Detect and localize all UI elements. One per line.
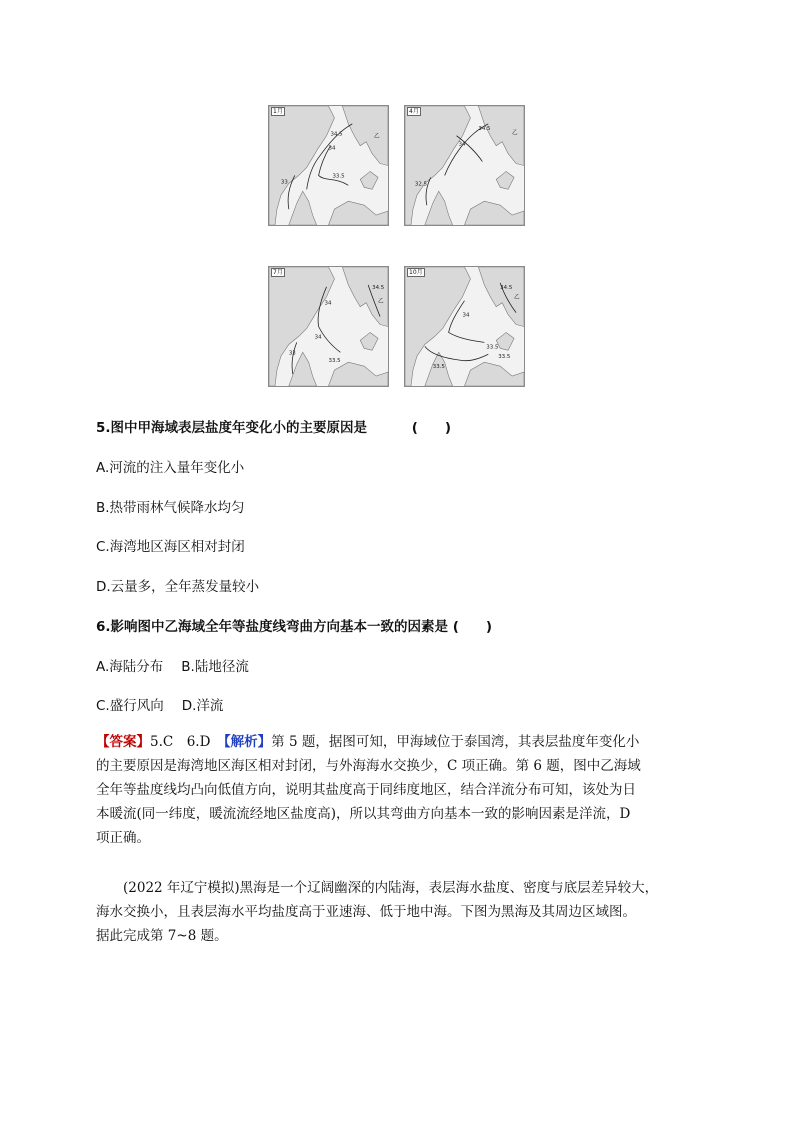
intro-line: 海水交换小，且表层海水平均盐度高于亚速海、低于地中海。下图为黑海及其周边区域图。 [96, 904, 636, 920]
iso-label: 34.5 [330, 131, 343, 138]
question-5-option-a: A.河流的注入量年变化小 [96, 460, 245, 476]
iso-label: 33.5 [328, 358, 341, 365]
map-jul-drawing [269, 267, 388, 386]
question-6-option-a: A.海陆分布 [96, 659, 164, 675]
iso-label: 34.5 [372, 284, 385, 291]
questions-7-8-intro [96, 876, 696, 948]
iso-label: 33.5 [432, 364, 445, 371]
question-6-options-row-2 [96, 694, 223, 714]
explanation-line: 全年等盐度线均凸向低值方向，说明其盐度高于同纬度地区，结合洋流分布可知，该处为日 [96, 782, 636, 798]
iso-label: 33 [280, 179, 288, 186]
question-5-answer-blank: ( ) [411, 420, 452, 436]
explanation-tag: 【解析】 [223, 734, 272, 750]
question-6-option-b: B.陆地径流 [181, 659, 249, 675]
region-label-yi: 乙 [514, 294, 520, 301]
iso-label: 34.5 [478, 125, 491, 132]
iso-label: 34 [314, 334, 322, 341]
answer-value: 5.C 6.D [150, 734, 224, 750]
iso-label: 34 [462, 312, 470, 319]
map-month-label: 7月 [273, 269, 283, 276]
answer-line-1 [96, 730, 696, 754]
question-5-option-d: D.云量多，全年蒸发量较小 [96, 579, 260, 595]
map-month-label: 1月 [273, 108, 283, 115]
question-6-option-d: D.洋流 [181, 698, 224, 714]
map-jan-drawing [269, 106, 388, 225]
salinity-map-jan [268, 105, 389, 226]
map-oct-drawing [405, 267, 524, 386]
explanation-text: 第 5 题，据图可知，甲海域位于泰国湾，其表层盐度年变化小 [271, 734, 640, 750]
salinity-map-oct [404, 266, 525, 387]
question-6-stem: 6.影响图中乙海域全年等盐度线弯曲方向基本一致的因素是 ( ) [96, 619, 493, 635]
map-month-label: 10月 [409, 269, 423, 276]
iso-label: 33.5 [332, 173, 345, 180]
intro-line: (2022 年辽宁模拟)黑海是一个辽阔幽深的内陆海，表层海水盐度、密度与底层差异较大， [96, 880, 659, 896]
question-6-options-row-1 [96, 655, 249, 675]
region-label-yi: 乙 [374, 133, 380, 140]
question-5-stem [96, 416, 451, 436]
map-month-label: 4月 [409, 108, 419, 115]
intro-line: 据此完成第 7~8 题。 [96, 928, 228, 944]
map-apr-drawing [405, 106, 524, 225]
explanation-line: 本暖流(同一纬度，暖流流经地区盐度高)，所以其弯曲方向基本一致的影响因素是洋流，D [96, 806, 631, 822]
explanation-line: 项正确。 [96, 830, 150, 846]
iso-label: 33.5 [486, 344, 499, 351]
iso-label: 34 [458, 141, 466, 148]
region-label-yi: 乙 [512, 129, 518, 136]
salinity-map-apr [404, 105, 525, 226]
answer-tag: 【答案】 [96, 734, 150, 750]
iso-label: 34 [324, 300, 332, 307]
region-label-yi: 乙 [378, 298, 384, 305]
question-6-option-c: C.盛行风向 [96, 698, 164, 714]
iso-label: 34 [328, 145, 336, 152]
question-5-option-b: B.热带雨林气候降水均匀 [96, 500, 245, 516]
question-5-option-c: C.海湾地区海区相对封闭 [96, 539, 245, 555]
answer-explanation [96, 730, 696, 850]
iso-label: 33 [288, 350, 296, 357]
iso-label: 32.5 [414, 181, 428, 188]
iso-label: 34.5 [500, 284, 513, 291]
iso-label: 33.5 [498, 354, 511, 361]
salinity-map-jul [268, 266, 389, 387]
explanation-line: 的主要原因是海湾地区海区相对封闭，与外海海水交换少，C 项正确。第 6 题，图中乙海域 [96, 758, 641, 774]
question-5-text: 5.图中甲海域表层盐度年变化小的主要原因是 [96, 420, 368, 436]
